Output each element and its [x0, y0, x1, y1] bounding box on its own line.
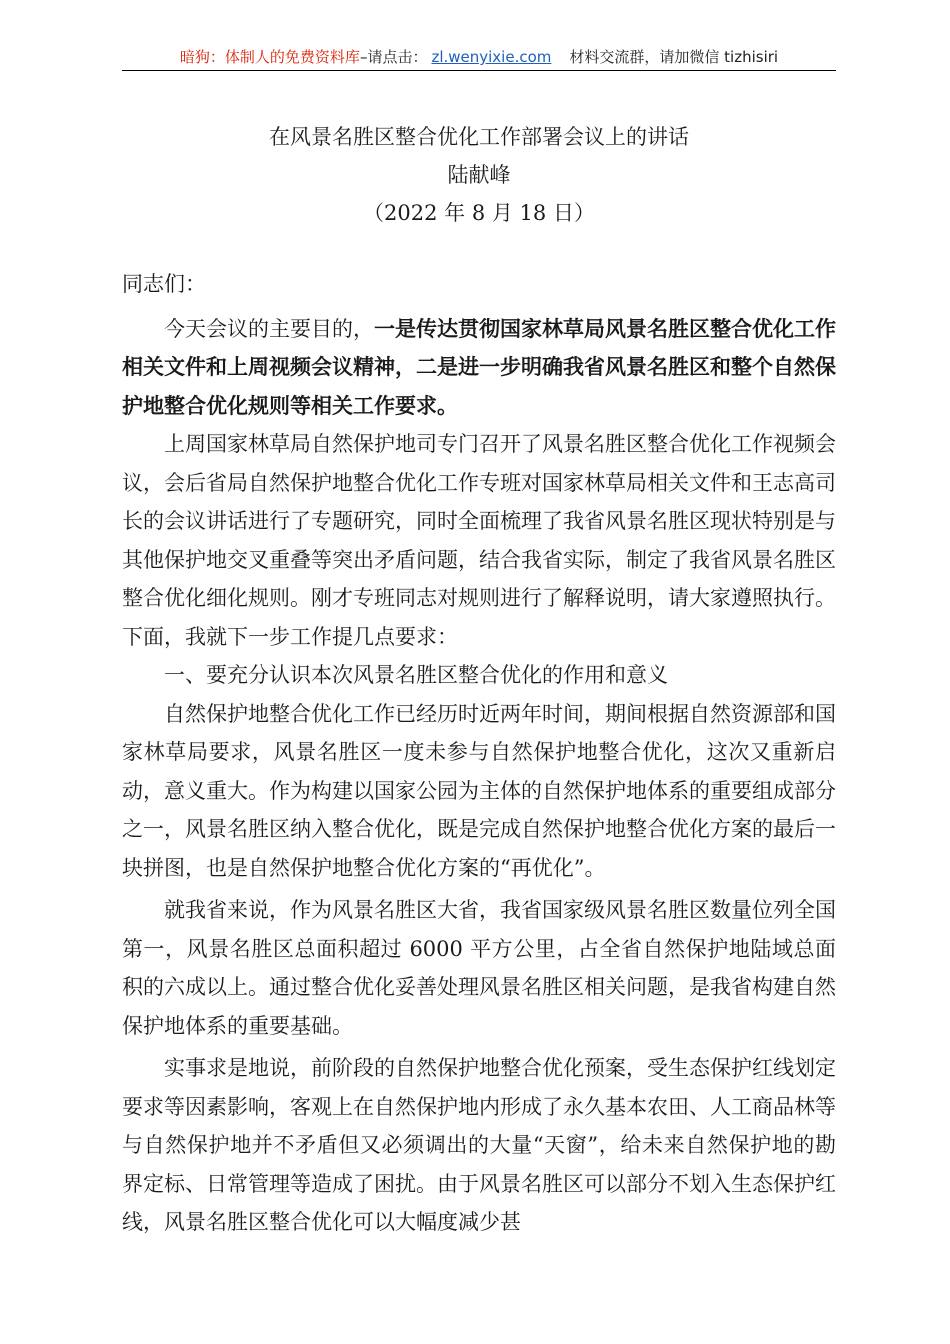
- document-date: （2022 年 8 月 18 日）: [363, 201, 595, 225]
- header-prompt: –请点击：: [359, 48, 428, 66]
- header-wechat-note: 材料交流群，请加微信 tizhisiri: [569, 48, 779, 66]
- paragraph-3: 自然保护地整合优化工作已经历时近两年时间，期间根据自然资源部和国家林草局要求，风景名胜区一度未参与自然保护地整合优化，这次又重新启动，意义重大。作为构建以国家公园为主体的自然保护地体系的重要组成部分之一，风景名胜区纳入整合优化，既是完成自然保护地整合优化方案的最后一块拼图，也是自然保护地整合优化方案的“再优化”。: [122, 701, 836, 880]
- paragraph-5: 实事求是地说，前阶段的自然保护地整合优化预案，受生态保护红线划定要求等因素影响，客观上在自然保护地内形成了永久基本农田、人工商品林等与自然保护地并不矛盾但又必须调出的大量“天窗”，给未来自然保护地的勘界定标、日常管理等造成了困扰。由于风景名胜区可以部分不划入生态保护红线，风景名胜区整合优化可以大幅度减少甚: [122, 1056, 836, 1234]
- title-block: [122, 118, 836, 232]
- header-link[interactable]: zl.wenyixie.com: [431, 48, 552, 66]
- paragraph-1-bold: 一是传达贯彻国家林草局风景名胜区整合优化工作相关文件和上周视频会议精神，二是进一步明确我省风景名胜区和整个自然保护地整合优化规则等相关工作要求。: [122, 315, 836, 418]
- header-brand: 暗狗：体制人的免费资料库: [179, 48, 360, 66]
- paragraph-1-lead: 今天会议的主要目的，: [164, 316, 374, 341]
- section-heading-1: 一、要充分认识本次风景名胜区整合优化的作用和意义: [164, 663, 668, 687]
- document-author: 陆献峰: [447, 163, 511, 187]
- header-divider: [122, 70, 836, 71]
- paragraph-4: 就我省来说，作为风景名胜区大省，我省国家级风景名胜区数量位列全国第一，风景名胜区总面积超过 6000 平方公里，占全省自然保护地陆域总面积的六成以上。通过整合优化妥善处理风景名胜区相关问题，是我省构建自然保护地体系的重要基础。: [122, 898, 836, 1038]
- page-header: [122, 44, 836, 70]
- paragraph-1: [122, 310, 836, 426]
- salutation: 同志们：: [122, 272, 206, 296]
- document-title: 在风景名胜区整合优化工作部署会议上的讲话: [269, 125, 689, 149]
- document-body: [122, 265, 836, 1242]
- paragraph-2: 上周国家林草局自然保护地司专门召开了风景名胜区整合优化工作视频会议，会后省局自然保护地整合优化工作专班对国家林草局相关文件和王志高司长的会议讲话进行了专题研究，同时全面梳理了我省风景名胜区现状特别是与其他保护地交叉重叠等突出矛盾问题，结合我省实际，制定了我省风景名胜区整合优化细化规则。刚才专班同志对规则进行了解释说明，请大家遵照执行。下面，我就下一步工作提几点要求：: [122, 432, 836, 649]
